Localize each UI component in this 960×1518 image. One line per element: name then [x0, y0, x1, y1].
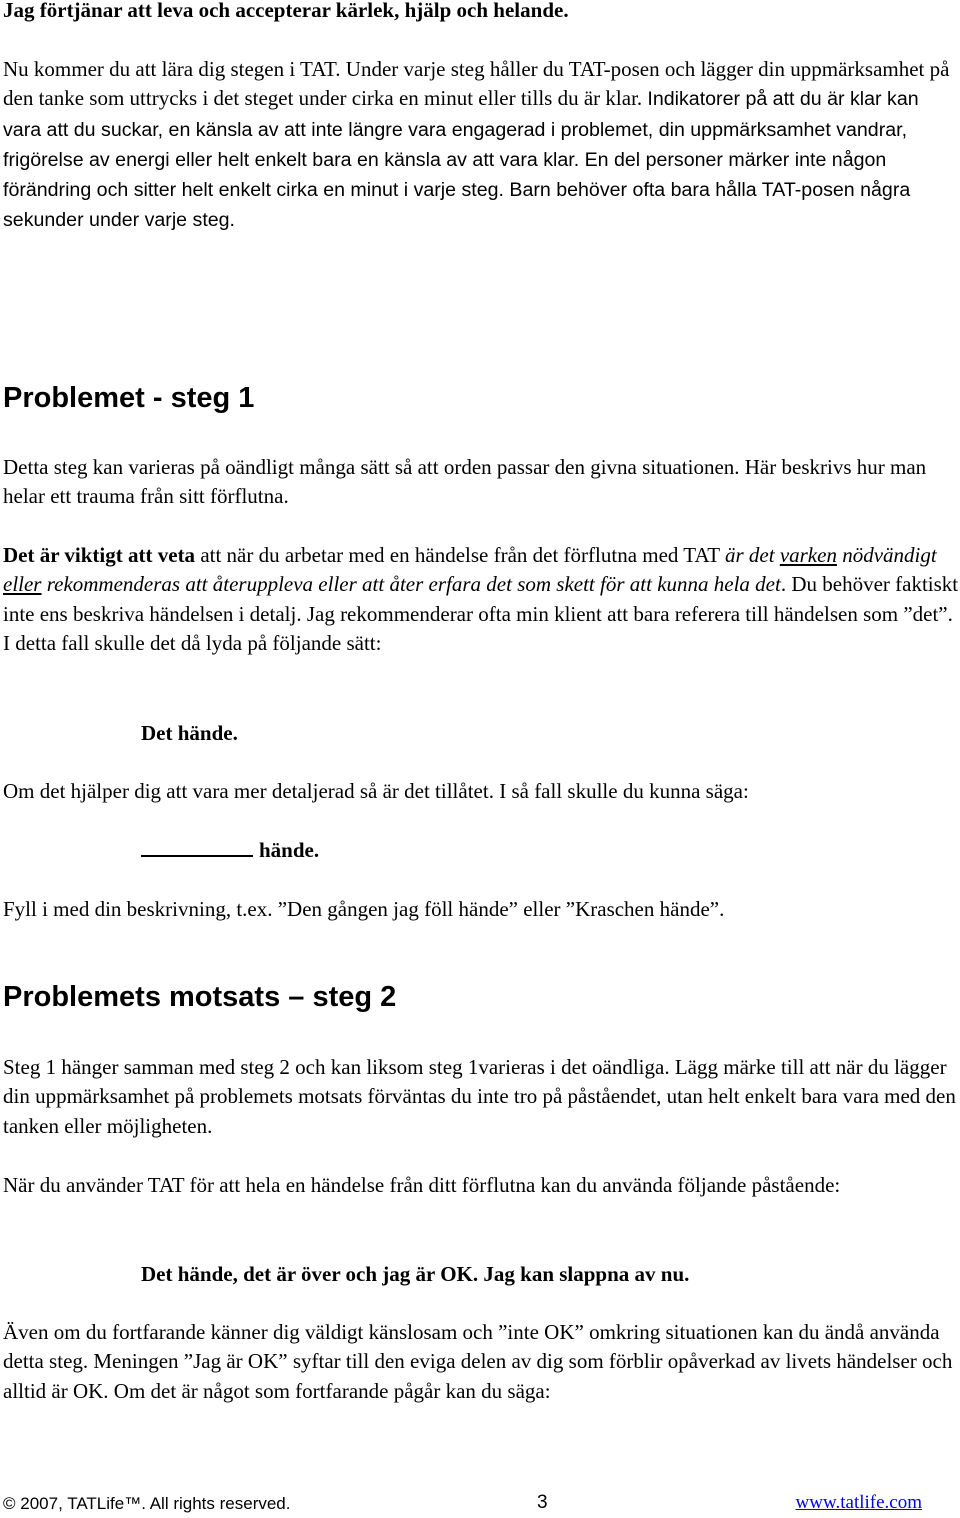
intro-sans-text: Indikatorer på att du är klar kan vara att du suckar, en känsla av att inte längre vara engagerad i problemet, din uppmärksamhet vandrar, frigörelse av energi eller helt enkelt bara en känsla av att vara klar. En del personer märker inte någon förändring och sitter helt enkelt cirka en minut i varje steg. Barn behöver ofta bara hålla TAT-posen några sekunder under varje steg.	[3, 88, 919, 232]
page-number: 3	[537, 1492, 548, 1513]
footer-website-link[interactable]: www.tatlife.com	[795, 1492, 922, 1513]
step1-para2-italic3: rekommenderas att återuppleva eller att åter erfara det som skett för att kunna hela det	[41, 572, 781, 597]
step1-para2-underline1: varken	[779, 543, 837, 567]
step2-paragraph-3: Även om du fortfarande känner dig väldigt känslosam och ”inte OK” omkring situationen kan du ändå använda detta steg. Meningen ”Jag är OK” syftar till den eviga delen av dig som förblir opåverkad av livets händelser och alltid är OK. Om det är något som fortfarande pågår kan du säga:	[3, 1320, 953, 1403]
statement-det-hande: Det hände.	[141, 721, 238, 745]
step1-para2-italic2: nödvändigt	[836, 543, 937, 567]
step1-paragraph-3: Om det hjälper dig att vara mer detaljerad så är det tillåtet. I så fall skulle du kunna säga:	[3, 779, 749, 803]
fill-in-blank	[141, 837, 253, 857]
section-heading-step1: Problemet - steg 1	[3, 382, 255, 414]
footer-copyright: © 2007, TATLife™. All rights reserved.	[3, 1494, 291, 1513]
step1-paragraph-4: Fyll i med din beskrivning, t.ex. ”Den gången jag föll hände” eller ”Kraschen hände”.	[3, 897, 725, 921]
affirmation-line: Jag förtjänar att leva och accepterar kärlek, hjälp och helande.	[3, 0, 569, 22]
statement-fill-in-suffix: hände.	[259, 838, 320, 862]
page-footer	[3, 1492, 960, 1518]
important-lead: Det är viktigt att veta	[3, 543, 196, 567]
step1-paragraph-2	[3, 541, 960, 658]
intro-paragraph	[3, 55, 960, 236]
statement-fill-in	[141, 836, 941, 865]
step1-para2-text1: att när du arbetar med en händelse från det förflutna med TAT	[195, 543, 725, 567]
step2-paragraph-2: När du använder TAT för att hela en händelse från ditt förflutna kan du använda följande påstående:	[3, 1173, 841, 1197]
step1-paragraph-1: Detta steg kan varieras på oändligt många sätt så att orden passar den givna situationen. Här beskrivs hur man helar ett trauma från sitt förflutna.	[3, 455, 927, 509]
intro-serif-text: Nu kommer du att lära dig stegen i TAT. Under varje steg håller du TAT-posen och lägger din uppmärksamhet på den tanke som uttrycks i det steget under cirka en minut eller tills du är klar.	[3, 57, 950, 111]
step1-para2-underline2: eller	[3, 572, 42, 597]
step2-paragraph-1: Steg 1 hänger samman med steg 2 och kan liksom steg 1varieras i det oändliga. Lägg märke till att när du lägger din uppmärksamhet på problemets motsats förväntas du inte tro på påståendet, utan helt enkelt bara vara med den tanken eller möjligheten.	[3, 1055, 956, 1138]
statement-ok: Det hände, det är över och jag är OK. Jag kan slappna av nu.	[141, 1262, 690, 1286]
step1-para2-text2: . Du behöver faktiskt inte ens beskriva händelsen i detalj. Jag rekommenderar ofta min klient att bara referera till händelsen som ”det”. I detta fall skulle det då lyda på följande sätt:	[3, 572, 959, 655]
step1-para2-italic1: är det	[724, 543, 780, 567]
section-heading-step2: Problemets motsats – steg 2	[3, 981, 397, 1013]
